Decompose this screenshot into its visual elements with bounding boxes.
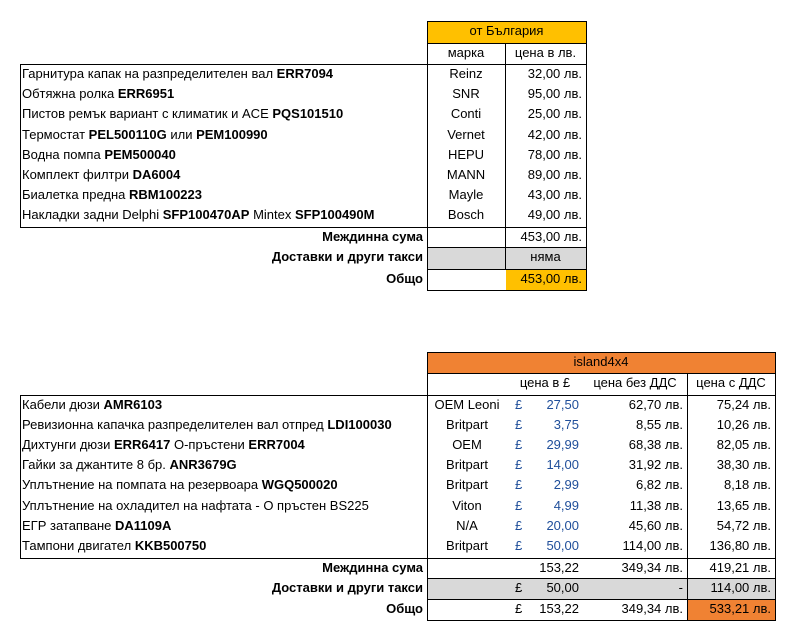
item-brand: Viton [452,497,482,513]
description-text: Тампони двигател [22,537,135,553]
item-price: 78,00 лв. [527,146,582,162]
total-no-vat: 349,34 лв. [621,601,683,616]
column-header-price-no-vat: цена без ДДС [593,375,677,390]
item-price: 32,00 лв. [527,66,582,81]
grid-line [20,227,587,228]
item-description [20,536,427,556]
part-number: LDI100030 [327,417,392,433]
description-text: Уплътнение на охладител на нафтата - О пръстен BS225 [22,497,369,513]
part-number: PEM500040 [104,146,176,162]
item-brand: Reinz [449,66,483,81]
currency-symbol: £ [515,477,523,493]
grid-line [427,43,587,44]
item-description [20,395,427,415]
gbp-amount: 27,50 [546,397,579,412]
item-description [20,84,427,104]
description-text: Термостат [22,126,89,142]
item-brand: Britpart [446,457,488,473]
grid-line [427,352,428,620]
part-number: DA6004 [132,167,181,182]
gbp-amount: 3,75 [553,417,579,433]
item-brand: Britpart [446,417,488,433]
currency-symbol: £ [515,517,523,533]
grid-line [427,247,587,248]
item-brand: OEM [452,437,482,453]
item-price: 89,00 лв. [527,167,582,182]
column-header-price-with-vat: цена с ДДС [696,375,766,390]
grid-line [427,373,776,374]
total-label: Общо [386,271,423,286]
item-price-no-vat: 62,70 лв. [628,397,683,412]
item-description [20,516,427,536]
gbp-amount: 20,00 [546,517,579,533]
column-header-brand: марка [447,45,485,60]
part-number: ERR6951 [117,86,175,102]
item-description [20,475,427,495]
total-gbp: 153,22 [539,601,579,616]
description-text: Кабели дюзи [22,397,104,412]
item-price: 42,00 лв. [527,126,582,142]
subtotal-no-vat: 349,34 лв. [621,560,683,575]
grid-line [427,21,428,290]
grid-line [586,21,587,291]
description-text: Накладки задни Delphi [22,207,163,223]
grid-line [427,269,587,270]
subtotal-label: Междинна сума [322,229,423,244]
currency-symbol: £ [515,417,523,433]
item-price-gbp-link[interactable] [507,395,583,415]
part-number: SFP100470AP [162,207,250,223]
total-with-vat: 533,21 лв. [709,601,771,616]
shipping-gbp: 50,00 [546,580,579,595]
shipping-gray-cell [428,248,505,269]
description-text: Водна помпа [22,146,105,162]
description-text: О-пръстени [170,437,249,453]
currency-symbol: £ [515,580,523,595]
item-description [20,104,427,124]
part-number: ERR6417 [113,437,171,453]
item-price-no-vat: 114,00 лв. [622,537,683,553]
item-price-gbp-link[interactable] [507,455,583,475]
item-price-gbp-link[interactable] [507,536,583,556]
description-text: Дихтунги дюзи [22,437,114,453]
item-price-with-vat: 38,30 лв. [716,457,771,473]
part-number: WGQ500020 [261,477,338,493]
subtotal-label: Междинна сума [322,560,423,575]
description-text: ЕГР затапване [22,517,115,533]
item-description [20,165,427,185]
currency-symbol: £ [515,437,523,453]
vendor-header: от България [427,21,586,43]
part-number: PQS101510 [272,106,344,122]
grid-line [427,352,776,353]
description-text: Гарнитура капак на разпределителен вал [22,66,277,81]
shipping-no-vat: - [678,580,683,595]
total-label: Общо [386,601,423,616]
item-price-with-vat: 54,72 лв. [716,517,771,533]
part-number: ANR3679G [169,457,237,473]
item-price-no-vat: 6,82 лв. [635,477,683,493]
vendor-header: island4x4 [427,352,775,373]
currency-symbol: £ [515,397,523,412]
item-price-gbp-link[interactable] [507,496,583,516]
grid-line [427,620,776,621]
item-price-gbp-link[interactable] [507,435,583,455]
grid-line [427,599,776,600]
item-brand: MANN [446,167,486,182]
grid-line [427,578,776,579]
item-brand: OEM Leoni [434,397,500,412]
grid-line [20,395,776,396]
item-price-gbp-link[interactable] [507,475,583,495]
item-price-no-vat: 68,38 лв. [628,437,683,453]
item-price-gbp-link[interactable] [507,415,583,435]
part-number: AMR6103 [103,397,163,412]
item-price-with-vat: 10,26 лв. [716,417,771,433]
part-number: PEL500110G [88,126,167,142]
item-brand: Conti [450,106,482,122]
grid-line [687,373,688,620]
item-brand: Mayle [448,187,484,203]
item-price-no-vat: 11,38 лв. [629,497,683,513]
column-header-gbp: цена в £ [519,375,571,390]
grid-line [20,64,21,227]
item-brand: N/A [456,517,478,533]
part-number: PEM100990 [196,126,268,142]
subtotal-gbp: 153,22 [539,560,579,575]
currency-symbol: £ [515,457,523,473]
item-description [20,205,427,225]
gbp-amount: 4,99 [553,497,579,513]
gbp-amount: 14,00 [546,457,579,473]
description-text: или [166,126,197,142]
item-price: 43,00 лв. [527,187,582,203]
shipping-label: Доставки и други такси [271,249,423,264]
description-text: Биалетка предна [22,187,129,203]
part-number: RBM100223 [129,187,202,203]
shipping-value: няма [530,249,561,264]
grid-line [20,64,587,65]
item-price-with-vat: 75,24 лв. [716,397,771,412]
item-brand: HEPU [447,146,485,162]
currency-symbol: £ [515,601,523,616]
item-brand: Bosch [447,207,485,223]
item-description [20,64,427,84]
item-description [20,455,427,475]
description-text: Гайки за джантите 8 бр. [22,457,170,473]
subtotal-with-vat: 419,21 лв. [709,560,771,575]
item-price-no-vat: 8,55 лв. [635,417,683,433]
item-brand: SNR [452,86,480,102]
description-text: Ревизионна капачка разпределителен вал отпред [22,417,328,433]
item-price-no-vat: 31,92 лв. [628,457,683,473]
item-brand: Britpart [446,537,488,553]
part-number: ERR7004 [248,437,305,453]
item-brand: Vernet [447,126,485,142]
item-description [20,145,427,165]
item-description [20,496,427,516]
item-price: 25,00 лв. [527,106,582,122]
grid-line [427,21,587,22]
item-price-gbp-link[interactable] [507,516,583,536]
description-text: Mintex [249,207,295,223]
currency-symbol: £ [515,537,523,553]
shipping-label: Доставки и други такси [271,580,423,595]
description-text: Уплътнение на помпата на резервоара [22,477,262,493]
item-price-with-vat: 82,05 лв. [716,437,771,453]
total-value: 453,00 лв. [520,271,582,286]
gbp-amount: 2,99 [553,477,579,493]
column-header-price: цена в лв. [514,45,577,60]
description-text: Пистов ремък вариант с климатик и ACE [22,106,273,122]
item-price-with-vat: 8,18 лв. [723,477,771,493]
part-number: SFP100490M [294,207,375,223]
part-number: DA1109A [115,517,172,533]
description-text: Обтяжна ролка [22,86,118,102]
grid-line [775,352,776,621]
item-price: 49,00 лв. [527,207,582,223]
grid-line [427,290,587,291]
part-number: KKB500750 [134,537,207,553]
item-price-no-vat: 45,60 лв. [628,517,683,533]
gbp-amount: 29,99 [546,437,579,453]
item-description [20,435,427,455]
subtotal-value: 453,00 лв. [520,229,582,244]
item-price: 95,00 лв. [527,86,582,102]
grid-line [20,395,21,558]
item-description [20,125,427,145]
item-brand: Britpart [446,477,488,493]
currency-symbol: £ [515,497,523,513]
part-number: ERR7094 [276,66,334,81]
item-price-with-vat: 136,80 лв. [709,537,771,553]
grid-line [505,43,506,269]
item-price-with-vat: 13,65 лв. [716,497,771,513]
grid-line [20,558,776,559]
item-description [20,185,427,205]
shipping-with-vat: 114,00 лв. [710,580,771,595]
description-text: Комплект филтри [22,167,133,182]
gbp-amount: 50,00 [546,537,579,553]
item-description [20,415,427,435]
